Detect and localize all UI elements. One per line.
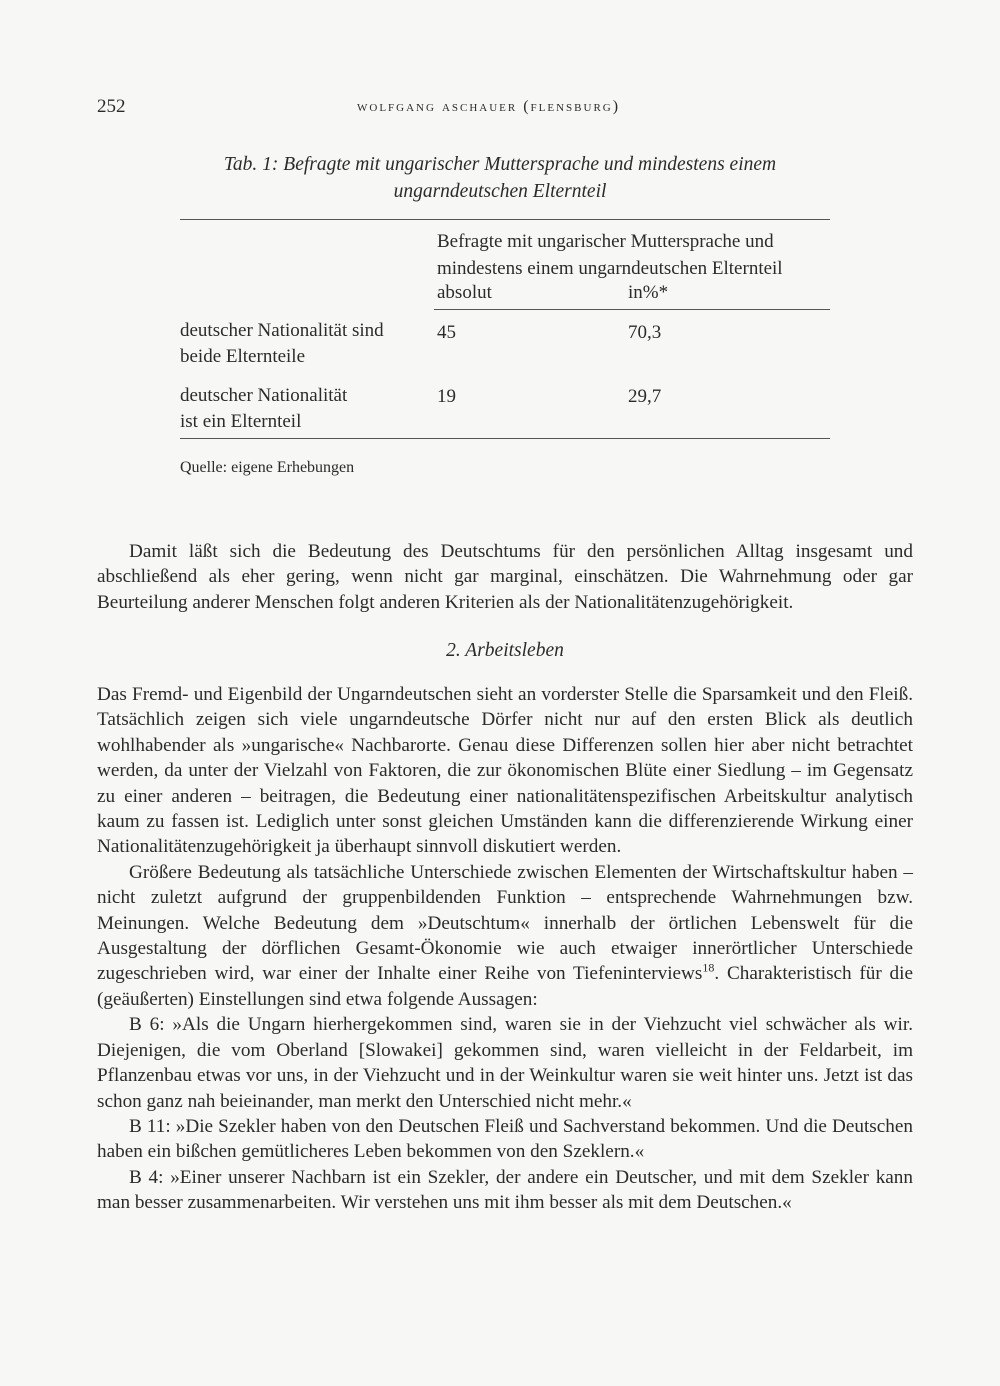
table-column-header-absolute: absolut: [437, 282, 492, 303]
table-column-group-header: [437, 228, 837, 282]
interview-quote: B 6: »Als die Ungarn hierhergekommen sind, waren sie in der Viehzucht viel schwächer als wir. Diejenigen, die vom Oberland [Slowakei] gekommen sind, waren vielleicht in der Feldarbeit, im Pflanzenbau etwas vor uns, in der Viehzucht und in der Weinkultur waren sie weit hinter uns. Jetzt ist das schon ganz nah beieinander, man merkt den Unterschied nicht mehr.«: [97, 1014, 913, 1112]
table-row-label: [180, 383, 430, 435]
table-row-label-line: deutscher Nationalität sind: [180, 320, 384, 341]
table-row-label-line: ist ein Elternteil: [180, 411, 302, 432]
table-cell-percent: 29,7: [628, 386, 662, 407]
author-header: wolfgang aschauer (flensburg): [357, 98, 621, 115]
footnote-reference[interactable]: 18: [702, 961, 715, 976]
body-text-block: [97, 682, 913, 1216]
table-row-label-line: deutscher Nationalität: [180, 385, 348, 406]
table-row-label-line: beide Elternteile: [180, 346, 306, 367]
paragraph-text: Damit läßt sich die Bedeutung des Deutschtums für den persönlichen Alltag insgesamt und abschließend als eher gering, wenn nicht gar marginal, einschätzen. Die Wahrnehmung oder gar Beurteilung anderer Menschen folgt anderen Kriterien als der Nationalitätenzugehörigkeit.: [97, 541, 913, 613]
section-heading: 2. Arbeitsleben: [446, 640, 564, 661]
table-top-rule: [180, 219, 830, 220]
interview-quote: B 11: »Die Szekler haben von den Deutschen Fleiß und Sachverstand bekommen. Und die Deutschen haben ein bißchen gemütlicheres Leben bekommen von den Szeklern.«: [97, 1115, 913, 1163]
table-caption-line: Tab. 1: Befragte mit ungarischer Muttersprache und mindestens einem: [223, 154, 777, 175]
table-caption: [150, 151, 850, 205]
interview-quote: B 4: »Einer unserer Nachbarn ist ein Szekler, der andere ein Deutscher, und mit dem Szekler kann man besser zusammenarbeiten. Wir verstehen uns mit ihm besser als mit dem Deutschen.«: [97, 1166, 913, 1214]
table-header-rule: [434, 309, 830, 310]
body-paragraph: [97, 539, 913, 615]
paragraph-text: [97, 860, 913, 1012]
table-header-line: mindestens einem ungarndeutschen Elternteil: [437, 258, 783, 279]
table-cell-absolute: 19: [437, 386, 456, 407]
table-header-line: Befragte mit ungarischer Muttersprache und: [437, 231, 774, 252]
table-caption-line: ungarndeutschen Elternteil: [393, 181, 607, 202]
page-number: 252: [97, 96, 126, 117]
paragraph-text: Das Fremd- und Eigenbild der Ungarndeutschen sieht an vorderster Stelle die Sparsamkeit und den Fleiß. Tatsächlich zeigen sich viele ungarndeutsche Dörfer nicht nur auf den ersten Blick als deutlich wohlhabender als »ungarische« Nachbarorte. Genau diese Differenzen sollen hier aber nicht betrachtet werden, da unter der Vielzahl von Faktoren, die zur ökonomischen Blüte einer Siedlung – im Gegensatz zu einer anderen – beitragen, die Bedeutung einer nationalitätenspezifischen Arbeitskultur analytisch kaum zu fassen ist. Lediglich unter sonst gleichen Umständen kann die differenzierende Wirkung einer Nationalitätenzugehörigkeit ja überhaupt sinnvoll diskutiert werden.: [97, 684, 913, 858]
table-source-note: Quelle: eigene Erhebungen: [180, 459, 355, 476]
table-column-header-percent: in%*: [628, 282, 669, 303]
paragraph-text-part: . Charakteristisch für die (geäußerten) Einstellungen sind etwa folgende Aussagen:: [97, 963, 913, 1010]
table-cell-percent: 70,3: [628, 322, 662, 343]
table-bottom-rule: [180, 438, 830, 439]
table-cell-absolute: 45: [437, 322, 456, 343]
running-head: [97, 96, 917, 124]
table-row-label: [180, 318, 430, 370]
paragraph-text-part: Größere Bedeutung als tatsächliche Unterschiede zwischen Elementen der Wirtschaftskultur haben – nicht zuletzt aufgrund der gruppenbildenden Funktion – entsprechende Wahrnehmungen bzw. Meinungen. Welche Bedeutung dem »Deutschtum« innerhalb der örtlichen Lebenswelt für die Ausgestaltung der dörflichen Gesamt-Ökonomie wie auch etwaiger innerörtlicher Unterschiede zugeschrieben wird, war einer der Inhalte einer Reihe von Tiefeninterviews: [97, 861, 913, 985]
